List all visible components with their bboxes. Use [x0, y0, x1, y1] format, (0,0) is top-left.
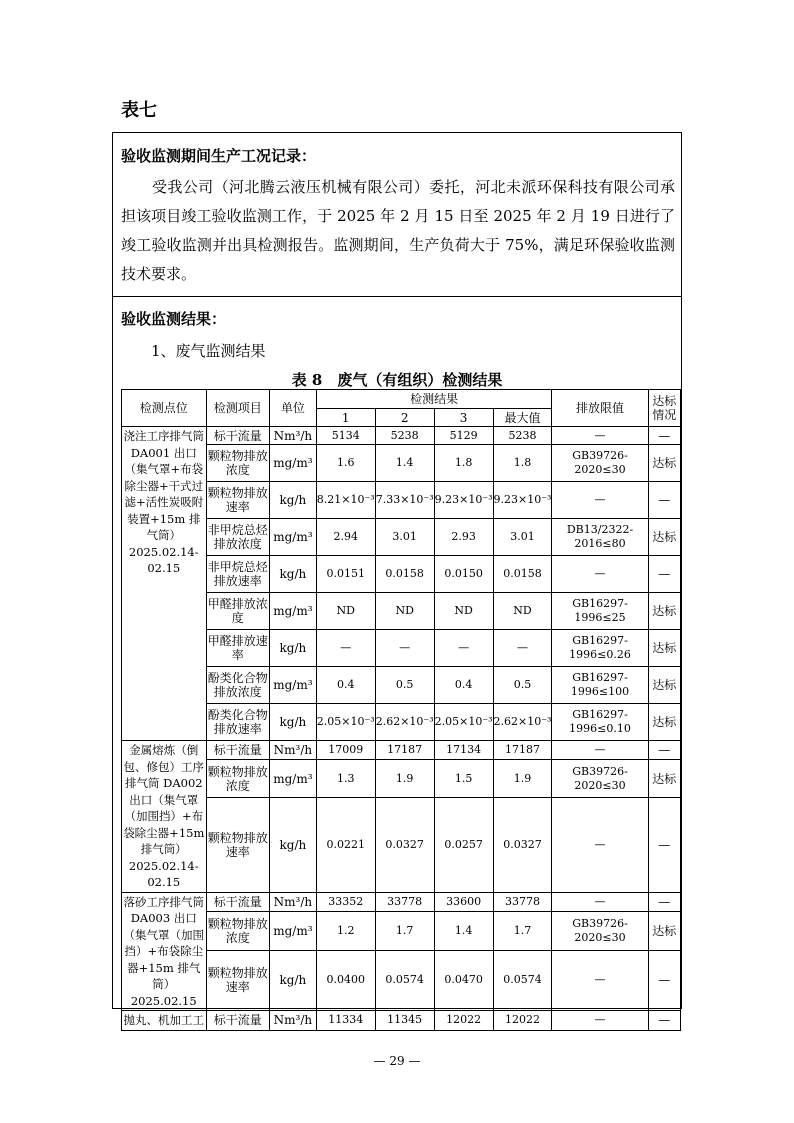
header-unit: 单位 — [269, 390, 316, 427]
header-limit: 排放限值 — [552, 390, 648, 427]
compliance-cell: 达标 — [648, 630, 680, 667]
table-row — [122, 798, 681, 892]
value-max: 0.5 — [493, 667, 552, 704]
header-compliance: 达标情况 — [648, 390, 680, 427]
unit-cell: Nm³/h — [269, 892, 316, 911]
value-max: 1.7 — [493, 911, 552, 950]
limit-cell: GB16297-1996≤100 — [552, 667, 648, 704]
value-run-1: 2.05×10⁻³ — [316, 704, 375, 741]
table-row — [122, 519, 681, 556]
compliance-cell: — — [648, 892, 680, 911]
value-run-2: 2.62×10⁻³ — [375, 704, 434, 741]
value-run-2: — — [375, 630, 434, 667]
value-run-3: 1.4 — [434, 911, 493, 950]
table-row — [122, 892, 681, 911]
value-run-1: 0.0400 — [316, 950, 375, 1010]
value-run-1: 33352 — [316, 892, 375, 911]
value-run-1: 1.6 — [316, 445, 375, 482]
value-max: 0.0327 — [493, 798, 552, 892]
compliance-cell: — — [648, 556, 680, 593]
limit-cell: GB16297-1996≤25 — [552, 593, 648, 630]
item-cell: 颗粒物排放浓度 — [206, 911, 269, 950]
compliance-cell: 达标 — [648, 519, 680, 556]
table-caption: 表 8 废气（有组织）检测结果 — [291, 371, 503, 389]
item-cell: 非甲烷总烃排放速率 — [206, 556, 269, 593]
table-row — [122, 556, 681, 593]
value-run-3: 2.93 — [434, 519, 493, 556]
value-max: 5238 — [493, 427, 552, 445]
value-run-1: 1.3 — [316, 759, 375, 798]
limit-cell: — — [552, 1011, 648, 1031]
value-run-3: 33600 — [434, 892, 493, 911]
value-max: 0.0158 — [493, 556, 552, 593]
table-row — [122, 445, 681, 482]
compliance-cell: 达标 — [648, 911, 680, 950]
table-row — [122, 759, 681, 798]
results-section-title: 验收监测结果： — [121, 310, 227, 328]
value-run-3: 1.8 — [434, 445, 493, 482]
value-max: 3.01 — [493, 519, 552, 556]
value-run-3: 0.4 — [434, 667, 493, 704]
monitoring-point-cell: 浇注工序排气筒 DA001 出口（集气罩+布袋除尘器+干式过滤+活性炭吸附装置+15m 排气筒）2025.02.14-02.15 — [122, 427, 207, 741]
compliance-cell: — — [648, 950, 680, 1010]
value-run-1: 1.2 — [316, 911, 375, 950]
section-title: 验收监测期间生产工况记录： — [121, 147, 317, 165]
limit-cell: — — [552, 556, 648, 593]
header-max: 最大值 — [493, 409, 552, 427]
item-cell: 颗粒物排放浓度 — [206, 759, 269, 798]
table-row — [122, 704, 681, 741]
table-row — [122, 950, 681, 1010]
table-row — [122, 741, 681, 760]
item-cell: 颗粒物排放浓度 — [206, 445, 269, 482]
item-cell: 颗粒物排放速率 — [206, 950, 269, 1010]
item-cell: 酚类化合物排放浓度 — [206, 667, 269, 704]
compliance-cell: 达标 — [648, 667, 680, 704]
unit-cell: mg/m³ — [269, 519, 316, 556]
value-run-1: 0.0221 — [316, 798, 375, 892]
header-point: 检测点位 — [122, 390, 207, 427]
compliance-cell: — — [648, 427, 680, 445]
table-row — [122, 427, 681, 445]
table-row — [122, 1011, 681, 1031]
header-item: 检测项目 — [206, 390, 269, 427]
header-run-2: 2 — [375, 409, 434, 427]
value-run-2: 11345 — [375, 1011, 434, 1031]
compliance-cell: 达标 — [648, 759, 680, 798]
value-run-1: 5134 — [316, 427, 375, 445]
value-run-3: 0.0150 — [434, 556, 493, 593]
item-cell: 酚类化合物排放速率 — [206, 704, 269, 741]
value-run-1: — — [316, 630, 375, 667]
item-cell: 标干流量 — [206, 892, 269, 911]
unit-cell: mg/m³ — [269, 445, 316, 482]
value-run-3: 1.5 — [434, 759, 493, 798]
results-subtitle: 1、废气监测结果 — [151, 342, 266, 360]
limit-cell: — — [552, 892, 648, 911]
monitoring-point-cell: 抛丸、机加工工 — [122, 1011, 207, 1031]
monitoring-point-cell: 落砂工序排气筒 DA003 出口（集气罩（加围挡）+布袋除尘器+15m 排气筒）2025.02.15 — [122, 892, 207, 1011]
value-run-3: 0.0470 — [434, 950, 493, 1010]
value-run-1: ND — [316, 593, 375, 630]
value-max: 17187 — [493, 741, 552, 760]
compliance-cell: 达标 — [648, 704, 680, 741]
value-run-3: 2.05×10⁻³ — [434, 704, 493, 741]
table-row — [122, 593, 681, 630]
unit-cell: kg/h — [269, 556, 316, 593]
compliance-cell: — — [648, 482, 680, 519]
value-run-2: ND — [375, 593, 434, 630]
limit-cell: — — [552, 741, 648, 760]
unit-cell: kg/h — [269, 704, 316, 741]
value-max: ND — [493, 593, 552, 630]
value-run-2: 3.01 — [375, 519, 434, 556]
value-max: 33778 — [493, 892, 552, 911]
compliance-cell: 达标 — [648, 445, 680, 482]
value-max: 9.23×10⁻³ — [493, 482, 552, 519]
item-cell: 颗粒物排放速率 — [206, 798, 269, 892]
section-paragraph: 受我公司（河北腾云液压机械有限公司）委托，河北未派环保科技有限公司承担该项目竣工验收监测工作，于 2025 年 2 月 15 日至 2025 年 2 月 19 日进行了竣工验收监测并出具检测报告。监测期间，生产负荷大于 75%，满足环保验收监测技术要求。 — [121, 178, 675, 283]
unit-cell: Nm³/h — [269, 1011, 316, 1031]
unit-cell: mg/m³ — [269, 911, 316, 950]
value-max: 2.62×10⁻³ — [493, 704, 552, 741]
content-frame — [112, 132, 682, 1028]
value-run-2: 1.4 — [375, 445, 434, 482]
value-max: 1.8 — [493, 445, 552, 482]
value-run-1: 17009 — [316, 741, 375, 760]
value-max: 0.0574 — [493, 950, 552, 1010]
compliance-cell: — — [648, 798, 680, 892]
item-cell: 颗粒物排放速率 — [206, 482, 269, 519]
compliance-cell: — — [648, 741, 680, 760]
unit-cell: Nm³/h — [269, 427, 316, 445]
value-run-2: 1.9 — [375, 759, 434, 798]
value-run-3: 12022 — [434, 1011, 493, 1031]
unit-cell: kg/h — [269, 950, 316, 1010]
unit-cell: kg/h — [269, 798, 316, 892]
emission-results-table — [121, 389, 681, 1031]
value-run-1: 2.94 — [316, 519, 375, 556]
limit-cell: — — [552, 482, 648, 519]
unit-cell: Nm³/h — [269, 741, 316, 760]
header-run-3: 3 — [434, 409, 493, 427]
limit-cell: — — [552, 427, 648, 445]
value-run-1: 0.4 — [316, 667, 375, 704]
value-run-3: ND — [434, 593, 493, 630]
value-run-2: 5238 — [375, 427, 434, 445]
item-cell: 甲醛排放速率 — [206, 630, 269, 667]
unit-cell: mg/m³ — [269, 759, 316, 798]
value-run-2: 0.0158 — [375, 556, 434, 593]
value-run-2: 7.33×10⁻³ — [375, 482, 434, 519]
value-run-2: 1.7 — [375, 911, 434, 950]
value-run-2: 17187 — [375, 741, 434, 760]
limit-cell: — — [552, 950, 648, 1010]
value-max: — — [493, 630, 552, 667]
compliance-cell: — — [648, 1011, 680, 1031]
limit-cell: GB39726-2020≤30 — [552, 445, 648, 482]
unit-cell: mg/m³ — [269, 667, 316, 704]
unit-cell: kg/h — [269, 630, 316, 667]
value-run-3: 9.23×10⁻³ — [434, 482, 493, 519]
item-cell: 标干流量 — [206, 741, 269, 760]
value-run-2: 0.5 — [375, 667, 434, 704]
value-run-1: 8.21×10⁻³ — [316, 482, 375, 519]
value-max: 12022 — [493, 1011, 552, 1031]
value-run-1: 0.0151 — [316, 556, 375, 593]
table-row — [122, 911, 681, 950]
table-row — [122, 482, 681, 519]
value-run-2: 0.0327 — [375, 798, 434, 892]
compliance-cell: 达标 — [648, 593, 680, 630]
value-run-1: 11334 — [316, 1011, 375, 1031]
header-run-1: 1 — [316, 409, 375, 427]
unit-cell: kg/h — [269, 482, 316, 519]
header-results: 检测结果 — [316, 390, 552, 409]
value-max: 1.9 — [493, 759, 552, 798]
table-row — [122, 667, 681, 704]
limit-cell: GB39726-2020≤30 — [552, 759, 648, 798]
value-run-3: 0.0257 — [434, 798, 493, 892]
value-run-3: — — [434, 630, 493, 667]
page-heading: 表七 — [121, 100, 157, 121]
item-cell: 甲醛排放浓度 — [206, 593, 269, 630]
value-run-2: 0.0574 — [375, 950, 434, 1010]
table-row — [122, 630, 681, 667]
item-cell: 标干流量 — [206, 427, 269, 445]
monitoring-point-cell: 金属熔炼（倒包、修包）工序排气筒 DA002 出口（集气罩（加围挡）+布袋除尘器+15m 排气筒）2025.02.14-02.15 — [122, 741, 207, 893]
limit-cell: GB16297-1996≤0.10 — [552, 704, 648, 741]
unit-cell: mg/m³ — [269, 593, 316, 630]
value-run-3: 17134 — [434, 741, 493, 760]
limit-cell: GB39726-2020≤30 — [552, 911, 648, 950]
limit-cell: — — [552, 798, 648, 892]
page-number: — 29 — — [373, 1054, 421, 1068]
item-cell: 标干流量 — [206, 1011, 269, 1031]
production-conditions-section — [113, 133, 681, 297]
limit-cell: DB13/2322-2016≤80 — [552, 519, 648, 556]
item-cell: 非甲烷总烃排放浓度 — [206, 519, 269, 556]
limit-cell: GB16297-1996≤0.26 — [552, 630, 648, 667]
value-run-3: 5129 — [434, 427, 493, 445]
value-run-2: 33778 — [375, 892, 434, 911]
